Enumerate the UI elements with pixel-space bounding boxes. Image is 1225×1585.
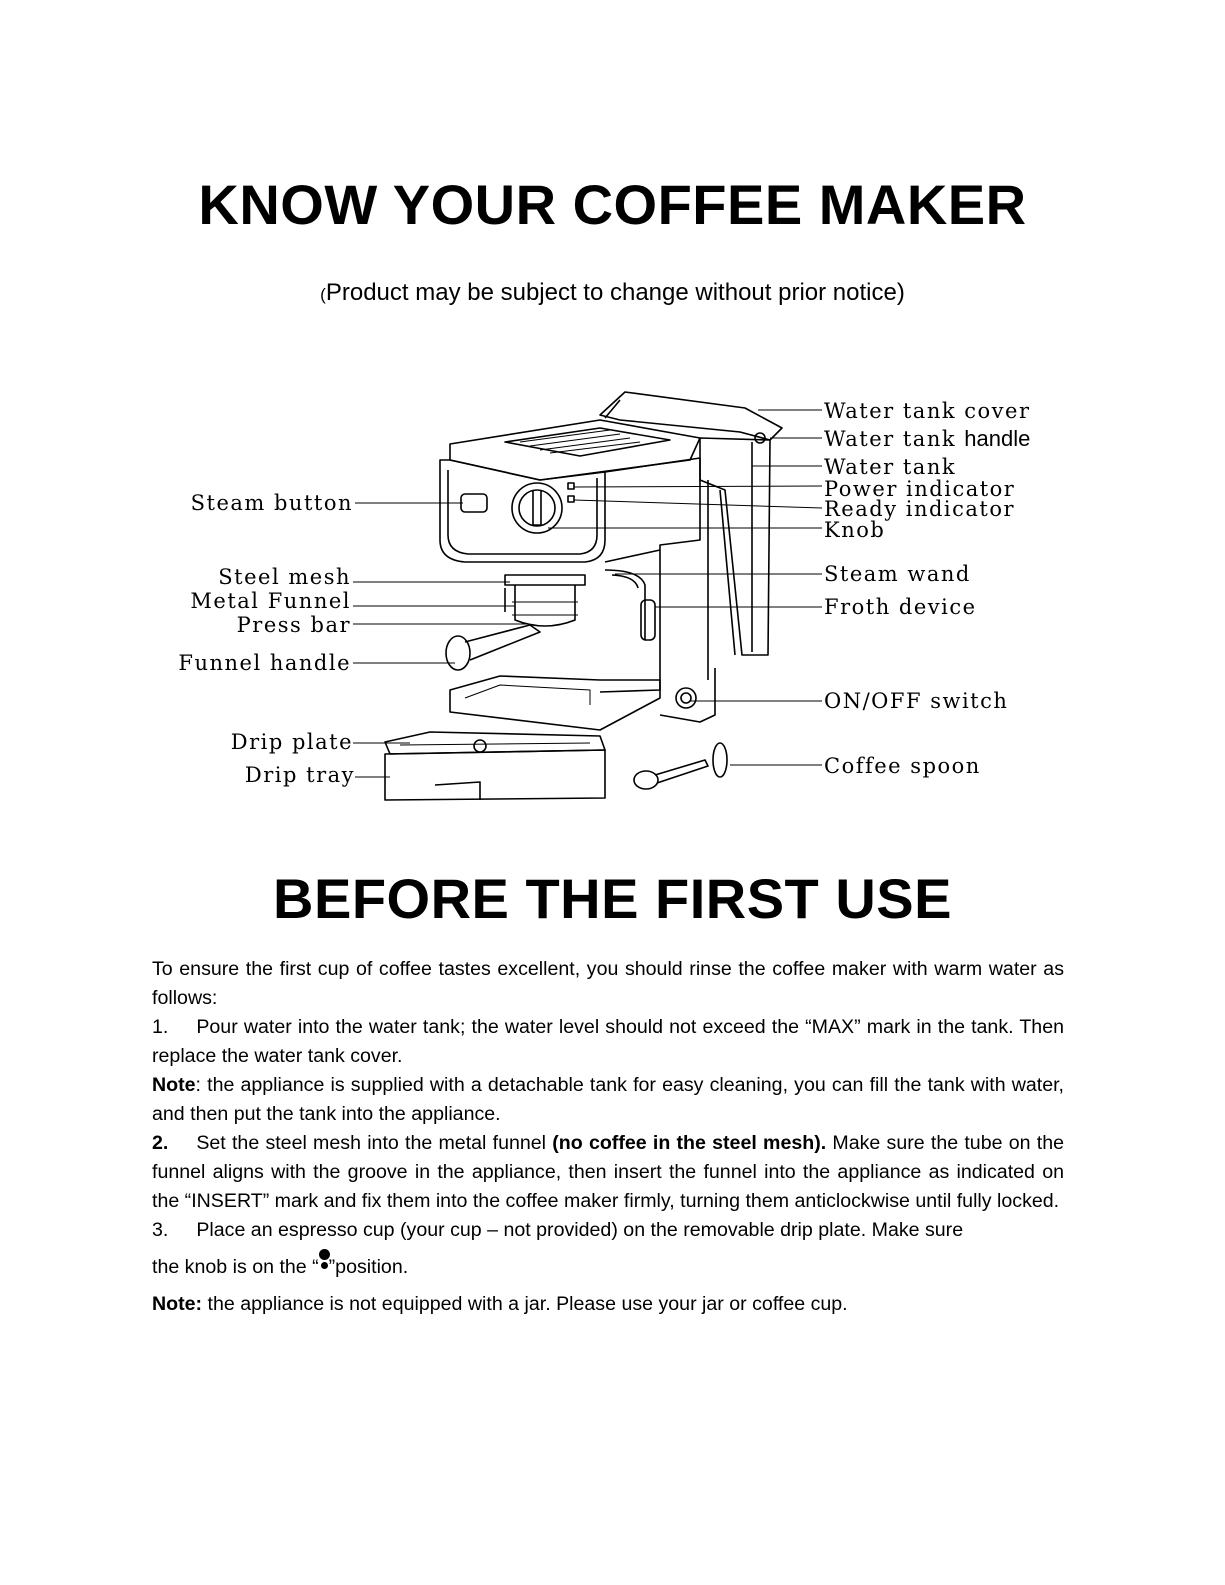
step-1 <box>152 1013 1064 1071</box>
label-coffee-spoon: Coffee spoon <box>824 754 981 778</box>
label-ready-indicator: Ready indicator <box>824 497 1016 521</box>
label-water-tank: Water tank <box>824 455 957 479</box>
subtitle <box>0 279 1225 307</box>
label-water-tank-cover: Water tank cover <box>824 399 1031 423</box>
step-2 <box>152 1129 1064 1216</box>
label-steel-mesh: Steel mesh <box>218 565 351 589</box>
coffee-maker-diagram <box>0 380 1225 820</box>
note-1-label: Note <box>152 1074 196 1096</box>
labels-right <box>824 399 1030 778</box>
label-drip-plate: Drip plate <box>230 730 353 754</box>
label-steam-wand: Steam wand <box>824 562 971 586</box>
step-3-text: Place an espresso cup (your cup – not provided) on the removable drip plate. Make sure <box>196 1219 964 1241</box>
note-1 <box>152 1071 1064 1129</box>
label-metal-funnel: Metal Funnel <box>190 589 351 613</box>
label-steam-button: Steam button <box>190 491 353 515</box>
label-funnel-handle: Funnel handle <box>178 651 351 675</box>
step-2-text-b: Make sure the tube on the funnel aligns with the groove in the appliance, then insert the funnel into the appliance as indicated on the “INSERT” mark and fix them into the coffee maker firmly, turning them anticlockwise until fully locked. <box>152 1132 1064 1212</box>
step-3-knob-line: the knob is on the “ ”position. <box>152 1253 1064 1282</box>
intro-paragraph: To ensure the first cup of coffee tastes excellent, you should rinse the coffee maker with warm water as follows: <box>152 958 1064 1009</box>
knob-position-dot-icon <box>319 1259 329 1273</box>
label-power-indicator: Power indicator <box>824 477 1016 501</box>
section-title-before-first-use: BEFORE THE FIRST USE <box>273 867 952 930</box>
subtitle-paren: ( <box>320 285 326 304</box>
note-2-label: Note: <box>152 1293 203 1315</box>
step-2-number: 2. <box>152 1132 169 1154</box>
label-press-bar: Press bar <box>236 613 351 637</box>
note-2 <box>152 1290 1064 1319</box>
label-froth-device: Froth device <box>824 595 977 619</box>
step-2-bold: (no coffee in the steel mesh). <box>552 1132 827 1154</box>
note-2-text: the appliance is not equipped with a jar. Please use your jar or coffee cup. <box>202 1293 848 1315</box>
step-2-text-a: Set the steel mesh into the metal funnel <box>196 1132 553 1154</box>
label-drip-tray: Drip tray <box>244 763 355 787</box>
label-water-tank-handle: Water tank handle <box>824 426 1031 451</box>
coffee-maker-illustration <box>385 392 782 800</box>
note-1-text: : the appliance is supplied with a detachable tank for easy cleaning, you can fill the tank with water, and then put the tank into the appliance. <box>152 1074 1064 1125</box>
step-1-text: Pour water into the water tank; the water level should not exceed the “MAX” mark in the tank. Then replace the water tank cover. <box>152 1016 1064 1067</box>
labels-left <box>178 491 355 787</box>
label-knob: Knob <box>824 518 886 542</box>
step-3 <box>152 1216 1064 1245</box>
step-3-number: 3. <box>152 1219 169 1241</box>
subtitle-text: Product may be subject to change without prior notice) <box>325 279 905 306</box>
page-title: KNOW YOUR COFFEE MAKER <box>198 173 1027 236</box>
instructions-body <box>152 955 1064 1319</box>
step-1-number: 1. <box>152 1016 169 1038</box>
label-on-off-switch: ON/OFF switch <box>824 689 1009 713</box>
